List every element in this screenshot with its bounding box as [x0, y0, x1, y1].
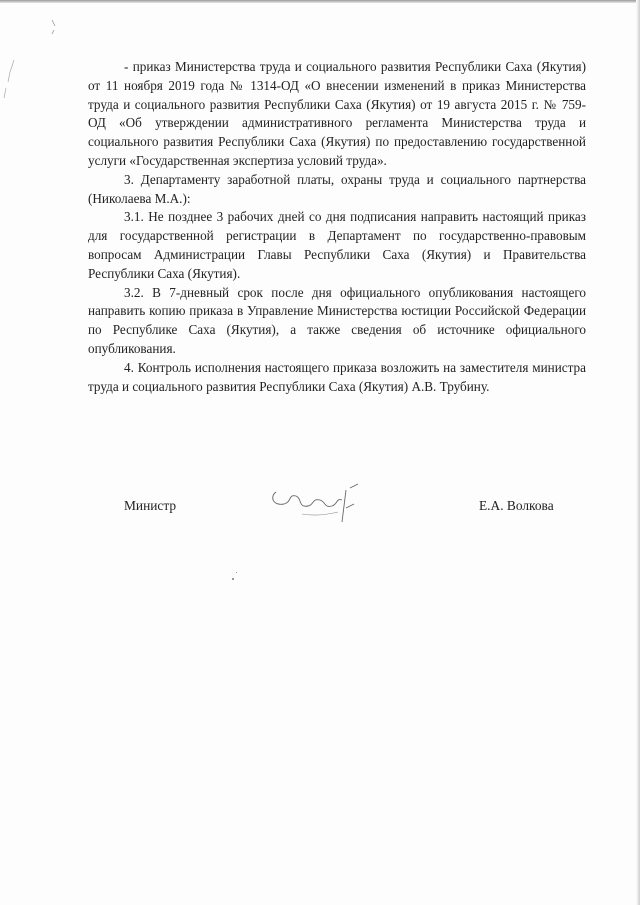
signatory-name: Е.А. Волкова — [479, 498, 554, 513]
paragraph-prior-order: - приказ Министерства труда и социального развития Республики Саха (Якутия) от 11 ноября 2019 года № 1314-ОД «О внесении изменений в приказ Министерства труда и социального развития Республики Саха (Якутия) от 19 августа 2015 г. № 759-ОД «Об утверждении административного регламента Министерства труда и социального развития Республики Саха (Якутия) по предоставлению государственной услуги «Государственная экспертиза условий труда». — [88, 59, 586, 168]
scan-speck — [232, 578, 234, 580]
signatory-title: Министр — [124, 498, 177, 513]
paragraph-item-3-2: 3.2. В 7-дневный срок после дня официального опубликования настоящего направить копию приказа в Управление Министерства юстиции Российской Федерации по Республике Саха (Якутия), а также сведения об источнике официального опубликования. — [88, 284, 586, 356]
paragraph-item-4: 4. Контроль исполнения настоящего приказа возложить на заместителя министра труда и социального развития Республики Саха (Якутия) А.В. Трубину. — [88, 359, 586, 394]
margin-pencil-marks — [0, 0, 80, 120]
document-body — [88, 58, 586, 396]
scan-edge-top — [0, 0, 640, 3]
scan-edge-right — [636, 0, 640, 905]
paragraph-item-3-1: 3.1. Не позднее 3 рабочих дней со дня подписания направить настоящий приказ для государственной регистрации в Департамент по государственно-правовым вопросам Администрации Главы Республики Саха (Якутия) и Правительства Республики Саха (Якутия). — [88, 209, 586, 281]
handwritten-signature — [262, 478, 382, 528]
scan-speck — [236, 572, 237, 573]
paragraph-item-3: 3. Департаменту заработной платы, охраны труда и социального партнерства (Николаева М.А.): — [88, 171, 586, 206]
signature-block — [0, 478, 640, 528]
